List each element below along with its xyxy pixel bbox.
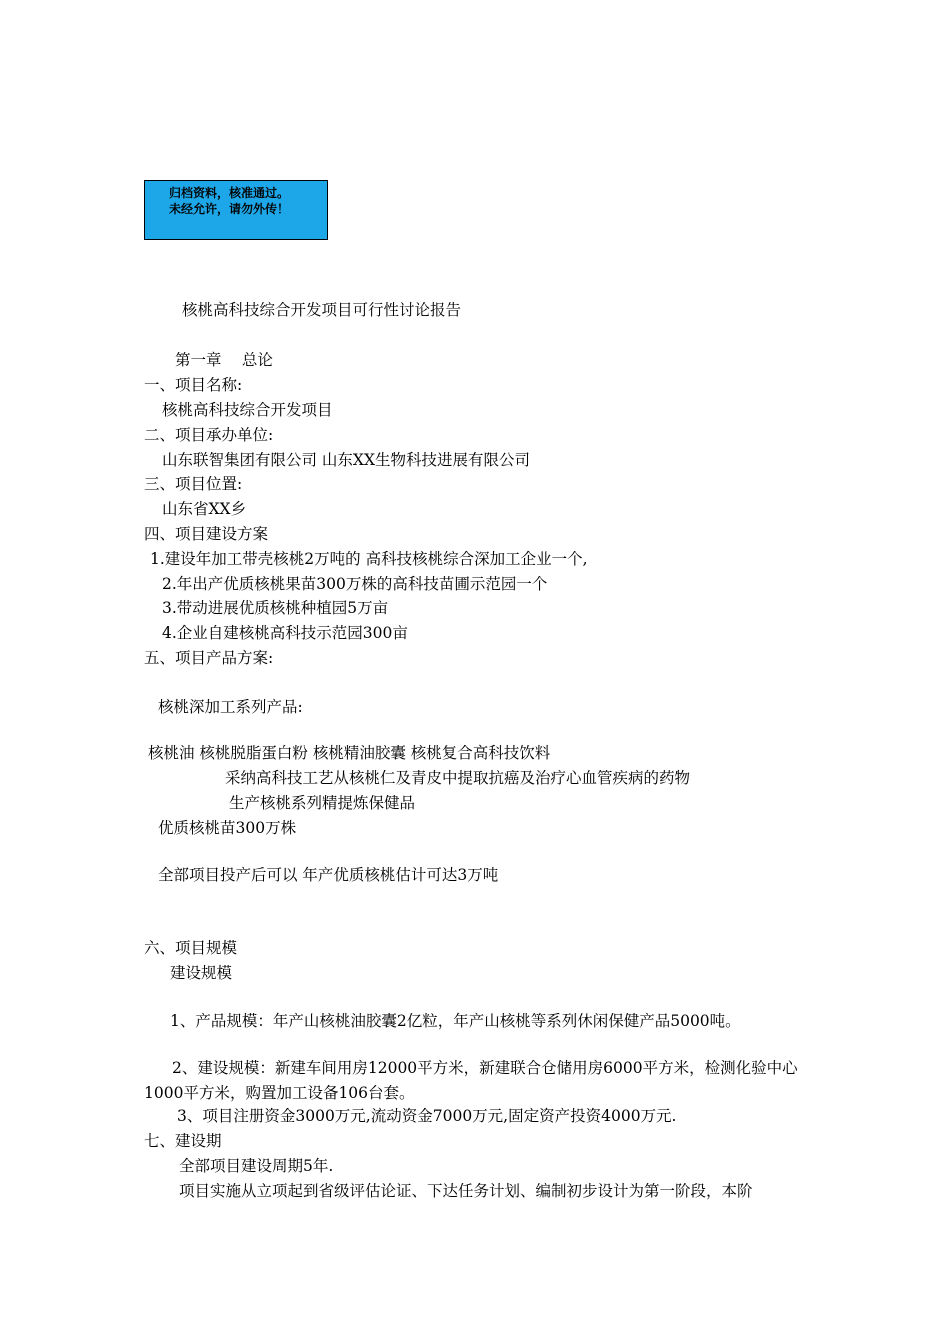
period-paragraph-1: 全部项目建设周期5年.	[179, 1157, 334, 1175]
section-6-heading: 六、项目规模	[144, 939, 238, 957]
stamp-line-1: 归档资料，核准通过。	[169, 186, 290, 200]
section-2-body: 山东联智集团有限公司 山东XX生物科技进展有限公司	[162, 451, 530, 469]
product-line: 生产核桃系列精提炼保健品	[229, 794, 416, 812]
section-1-heading: 一、项目名称:	[144, 376, 243, 394]
product-list: 核桃油 核桃脱脂蛋白粉 核桃精油胶囊 核桃复合高科技饮料	[148, 744, 551, 762]
period-paragraph-2: 项目实施从立项起到省级评估论证、下达任务计划、编制初步设计为第一阶段，本阶	[179, 1182, 753, 1200]
scale-paragraph-2: 2、建设规模：新建车间用房12000平方米，新建联合仓储用房6000平方米，检测化验中心1000平方米，购置加工设备106台套。	[144, 1059, 798, 1102]
section-1-body: 核桃高科技综合开发项目	[162, 401, 333, 419]
section-4-item: 4.企业自建核桃高科技示范园300亩	[162, 624, 408, 642]
section-4-item: 2.年出产优质核桃果苗300万株的高科技苗圃示范园一个	[162, 575, 548, 593]
section-4-heading: 四、项目建设方案	[144, 525, 269, 543]
product-line: 采纳高科技工艺从核桃仁及青皮中提取抗癌及治疗心血管疾病的药物	[225, 769, 691, 787]
section-3-heading: 三、项目位置:	[144, 475, 243, 493]
section-4-item: 3.带动进展优质核桃种植园5万亩	[162, 599, 389, 617]
section-2-heading: 二、项目承办单位:	[144, 426, 274, 444]
section-7-heading: 七、建设期	[144, 1132, 222, 1150]
production-summary: 全部项目投产后可以 年产优质核桃估计可达3万吨	[158, 866, 499, 884]
section-5-subheading: 核桃深加工系列产品:	[158, 698, 303, 716]
product-line: 优质核桃苗300万株	[158, 819, 297, 837]
scale-paragraph-3: 3、项目注册资金3000万元,流动资金7000万元,固定资产投资4000万元.	[177, 1107, 677, 1125]
scale-paragraph-1: 1、产品规模：年产山核桃油胶囊2亿粒，年产山核桃等系列休闲保健产品5000吨。	[170, 1012, 741, 1030]
section-4-item: 1.建设年加工带壳核桃2万吨的 高科技核桃综合深加工企业一个,	[150, 550, 588, 568]
section-3-body: 山东省XX乡	[162, 500, 247, 518]
archive-stamp	[144, 180, 328, 240]
document-title: 核桃高科技综合开发项目可行性讨论报告	[182, 301, 462, 319]
section-6-subheading: 建设规模	[170, 964, 233, 982]
chapter-heading: 第一章 总论	[175, 351, 273, 369]
section-5-heading: 五、项目产品方案:	[144, 649, 274, 667]
stamp-line-2: 未经允许，请勿外传！	[169, 202, 290, 216]
